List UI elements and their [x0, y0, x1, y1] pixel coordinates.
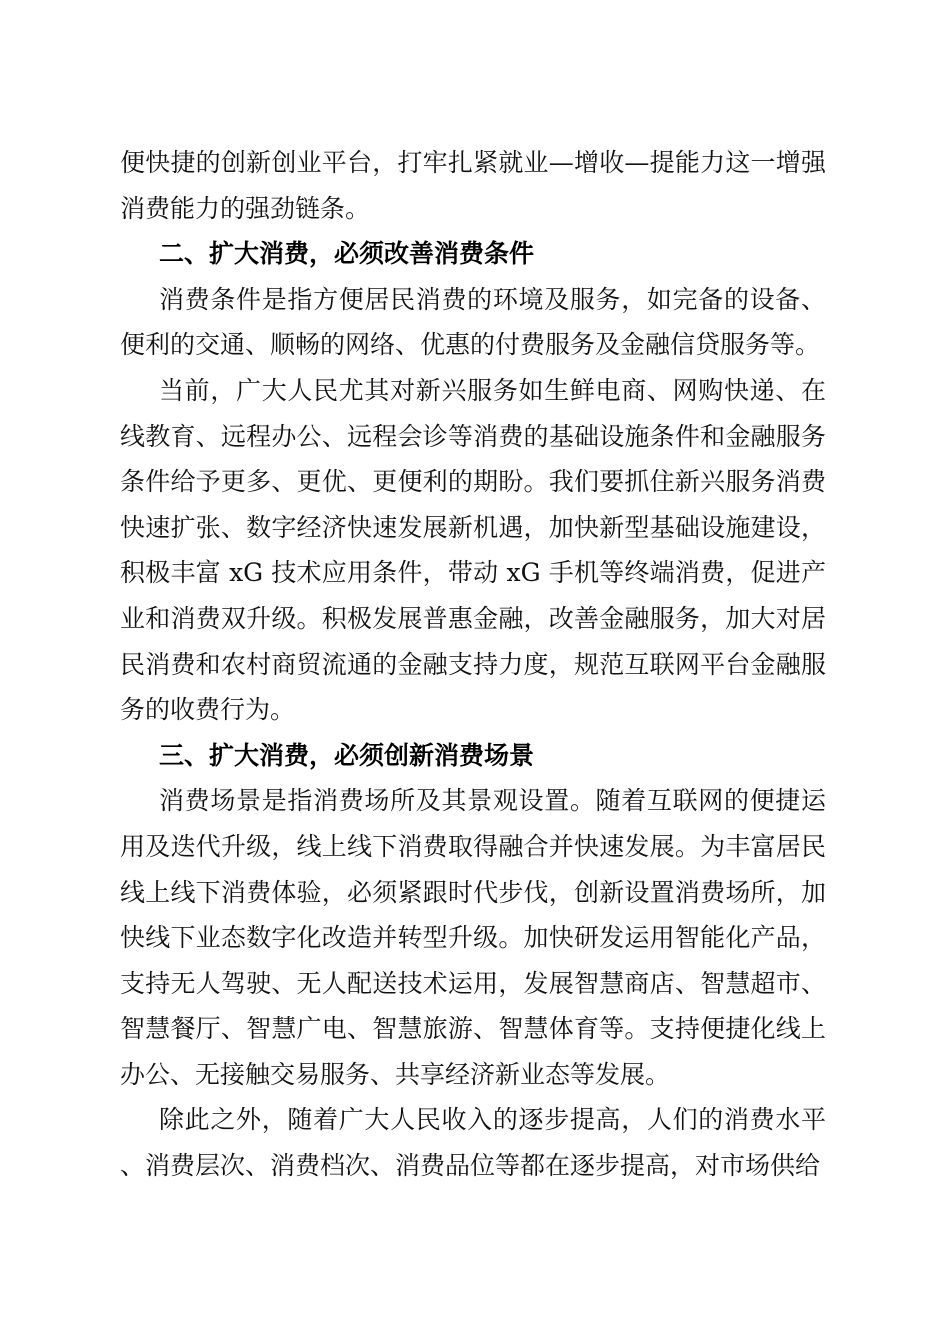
paragraph-new-services-infrastructure: 当前，广大人民尤其对新兴服务如生鲜电商、网购快递、在线教育、远程办公、远程会诊等消费的基础设施条件和金融服务条件给予更多、更优、更便利的期盼。我们要抓住新兴服务消费快速扩张、数字经济快速发展新机遇，加快新型基础设施建设，积极丰富 xG 技术应用条件，带动 xG 手机等终端消费，促进产业和消费双升级。积极发展普惠金融，改善金融服务，加大对居民消费和农村商贸流通的金融支持力度，规范互联网平台金融服务的收费行为。 [120, 375, 826, 725]
paragraph-continued: 便快捷的创新创业平台，打牢扎紧就业—增收—提能力这一增强消费能力的强劲链条。 [120, 148, 826, 223]
paragraph-consumption-scenarios-definition: 消费场景是指消费场所及其景观设置。随着互联网的便捷运用及迭代升级，线上线下消费取得融合并快速发展。为丰富居民线上线下消费体验，必须紧跟时代步伐，创新设置消费场所，加快线下业态数字化改造并转型升级。加快研发运用智能化产品，支持无人驾驶、无人配送技术运用，发展智慧商店、智慧超市、智慧餐厅、智慧广电、智慧旅游、智慧体育等。支持便捷化线上办公、无接触交易服务、共享经济新业态等发展。 [120, 786, 826, 1089]
document-body [120, 140, 826, 1189]
paragraph-consumption-conditions-definition: 消费条件是指方便居民消费的环境及服务，如完备的设备、便利的交通、顺畅的网络、优惠的付费服务及金融信贷服务等。 [120, 284, 826, 360]
section-heading-2: 二、扩大消费，必须改善消费条件 [159, 239, 535, 269]
section-heading-3: 三、扩大消费，必须创新消费场景 [159, 740, 535, 770]
paragraph-rising-consumption-levels: 除此之外，随着广大人民收入的逐步提高，人们的消费水平、消费层次、消费档次、消费品位等都在逐步提高，对市场供给 [120, 1105, 826, 1181]
